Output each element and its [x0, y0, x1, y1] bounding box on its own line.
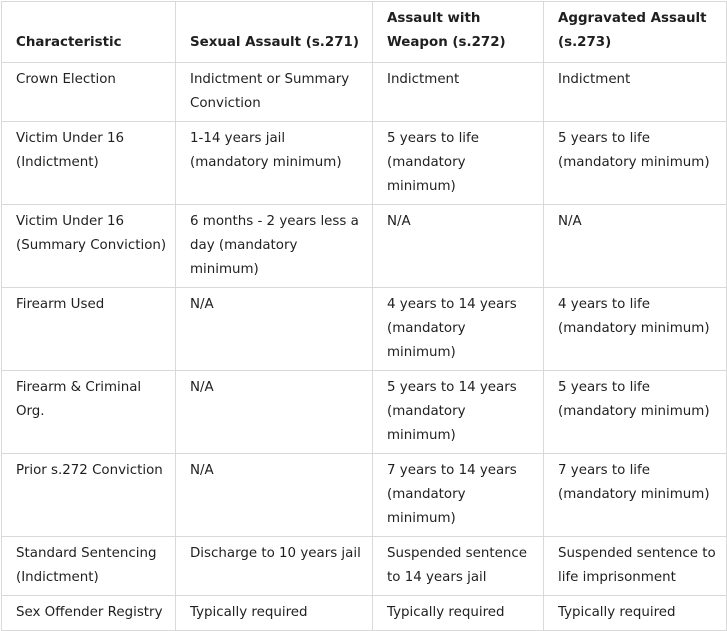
- table-row: [2, 63, 727, 122]
- cell-characteristic: Victim Under 16 (Indictment): [2, 122, 176, 205]
- cell-aggravated-assault: 4 years to life (mandatory minimum): [544, 288, 727, 371]
- header-row: [2, 2, 727, 63]
- cell-characteristic: Crown Election: [2, 63, 176, 122]
- cell-sexual-assault: Discharge to 10 years jail: [176, 537, 373, 596]
- cell-assault-with-weapon: N/A: [373, 205, 544, 288]
- cell-assault-with-weapon: Indictment: [373, 63, 544, 122]
- cell-assault-with-weapon: 7 years to 14 years (mandatory minimum): [373, 454, 544, 537]
- cell-sexual-assault: N/A: [176, 371, 373, 454]
- cell-sexual-assault: N/A: [176, 288, 373, 371]
- cell-sexual-assault: Indictment or Summary Conviction: [176, 63, 373, 122]
- cell-aggravated-assault: Indictment: [544, 63, 727, 122]
- table-row: [2, 122, 727, 205]
- cell-characteristic: Firearm & Criminal Org.: [2, 371, 176, 454]
- cell-aggravated-assault: Typically required: [544, 596, 727, 631]
- table-header: [2, 2, 727, 63]
- header-aggravated-assault: Aggravated Assault (s.273): [544, 2, 727, 63]
- cell-assault-with-weapon: Typically required: [373, 596, 544, 631]
- cell-aggravated-assault: 5 years to life (mandatory minimum): [544, 122, 727, 205]
- table-row: [2, 596, 727, 631]
- cell-assault-with-weapon: Suspended sentence to 14 years jail: [373, 537, 544, 596]
- cell-assault-with-weapon: 5 years to 14 years (mandatory minimum): [373, 371, 544, 454]
- header-characteristic: Characteristic: [2, 2, 176, 63]
- cell-assault-with-weapon: 4 years to 14 years (mandatory minimum): [373, 288, 544, 371]
- header-sexual-assault: Sexual Assault (s.271): [176, 2, 373, 63]
- table-row: [2, 371, 727, 454]
- cell-characteristic: Sex Offender Registry: [2, 596, 176, 631]
- cell-aggravated-assault: 7 years to life (mandatory minimum): [544, 454, 727, 537]
- table-row: [2, 454, 727, 537]
- cell-characteristic: Standard Sentencing (Indictment): [2, 537, 176, 596]
- cell-assault-with-weapon: 5 years to life (mandatory minimum): [373, 122, 544, 205]
- cell-characteristic: Prior s.272 Conviction: [2, 454, 176, 537]
- header-assault-with-weapon: Assault with Weapon (s.272): [373, 2, 544, 63]
- table-row: [2, 205, 727, 288]
- cell-aggravated-assault: 5 years to life (mandatory minimum): [544, 371, 727, 454]
- cell-aggravated-assault: Suspended sentence to life imprisonment: [544, 537, 727, 596]
- table-body: [2, 63, 727, 631]
- cell-aggravated-assault: N/A: [544, 205, 727, 288]
- cell-sexual-assault: N/A: [176, 454, 373, 537]
- cell-sexual-assault: 6 months - 2 years less a day (mandatory minimum): [176, 205, 373, 288]
- comparison-table: [1, 1, 727, 631]
- cell-sexual-assault: 1-14 years jail (mandatory minimum): [176, 122, 373, 205]
- table-row: [2, 537, 727, 596]
- cell-characteristic: Victim Under 16 (Summary Conviction): [2, 205, 176, 288]
- cell-sexual-assault: Typically required: [176, 596, 373, 631]
- cell-characteristic: Firearm Used: [2, 288, 176, 371]
- table-row: [2, 288, 727, 371]
